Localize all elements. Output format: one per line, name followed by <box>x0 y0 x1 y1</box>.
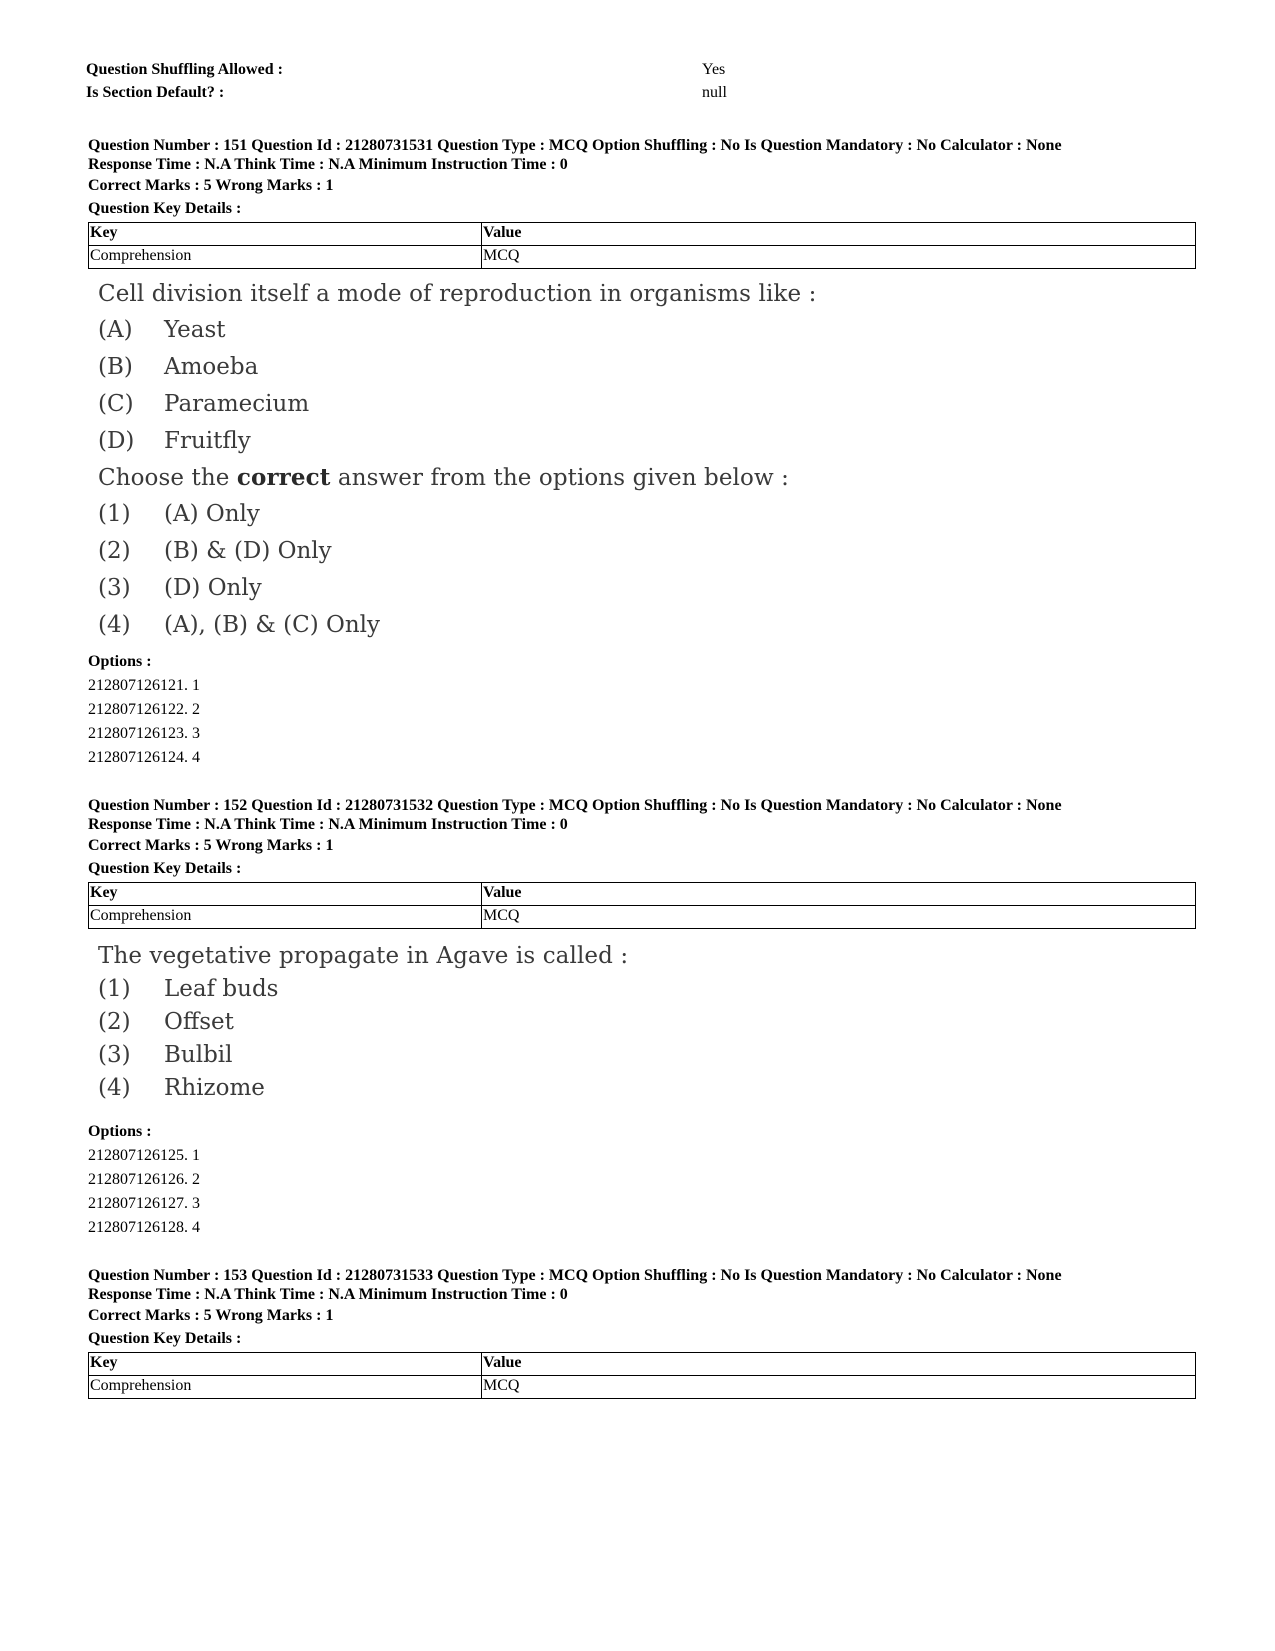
question-stem: The vegetative propagate in Agave is called : <box>98 943 629 969</box>
question-header: Question Number : 153 Question Id : 21280731533 Question Type : MCQ Option Shuffling : No Is Question Mandatory : No Calculator : None <box>88 1267 1062 1284</box>
choice-label: (4) <box>98 612 131 638</box>
statement-text: Amoeba <box>164 354 259 380</box>
choose-pre-text: Choose the <box>98 465 237 491</box>
statement-text: Paramecium <box>164 391 310 417</box>
key-header-cell: Key <box>89 883 482 906</box>
question-timing: Response Time : N.A Think Time : N.A Minimum Instruction Time : 0 <box>88 1286 568 1303</box>
table-header-row <box>89 223 1196 246</box>
choice-text: Offset <box>164 1009 234 1035</box>
choose-instruction <box>98 460 816 496</box>
choice-item <box>98 1006 628 1039</box>
choice-label: (3) <box>98 1042 131 1068</box>
choice-item <box>98 973 628 1006</box>
value-header-cell: Value <box>482 223 1196 246</box>
table-row <box>89 906 1196 929</box>
question-key-details-label: Question Key Details : <box>88 1330 242 1347</box>
question-timing: Response Time : N.A Think Time : N.A Minimum Instruction Time : 0 <box>88 156 568 173</box>
question-key-table <box>88 1352 1196 1399</box>
table-header-row <box>89 883 1196 906</box>
option-item: 212807126128. 4 <box>88 1219 200 1236</box>
choice-item <box>98 533 816 570</box>
question-image-152 <box>98 940 628 1105</box>
choice-item <box>98 1072 628 1105</box>
choice-text: (A), (B) & (C) Only <box>164 612 380 638</box>
choice-label: (4) <box>98 1075 131 1101</box>
option-item: 212807126122. 2 <box>88 701 200 718</box>
question-header: Question Number : 151 Question Id : 21280731531 Question Type : MCQ Option Shuffling : No Is Question Mandatory : No Calculator : None <box>88 137 1062 154</box>
statement-item <box>98 349 816 386</box>
options-label: Options : <box>88 653 152 670</box>
key-header-cell: Key <box>89 223 482 246</box>
statement-item <box>98 423 816 460</box>
option-item: 212807126127. 3 <box>88 1195 200 1212</box>
key-cell: Comprehension <box>89 906 482 929</box>
question-block-151 <box>88 136 1198 269</box>
question-shuffling-value: Yes <box>702 61 726 78</box>
choice-item <box>98 570 816 607</box>
question-marks: Correct Marks : 5 Wrong Marks : 1 <box>88 1307 334 1324</box>
value-header-cell: Value <box>482 1353 1196 1376</box>
question-block-152 <box>88 796 1198 929</box>
choose-post-text: answer from the options given below : <box>330 465 790 491</box>
question-image-151 <box>98 276 816 644</box>
choice-item <box>98 607 816 644</box>
question-key-details-label: Question Key Details : <box>88 860 242 877</box>
statement-label: (B) <box>98 354 133 380</box>
value-cell: MCQ <box>482 1376 1196 1399</box>
choice-label: (2) <box>98 1009 131 1035</box>
choice-label: (1) <box>98 976 131 1002</box>
statement-label: (C) <box>98 391 134 417</box>
question-block-153 <box>88 1266 1198 1399</box>
value-header-cell: Value <box>482 883 1196 906</box>
question-timing: Response Time : N.A Think Time : N.A Minimum Instruction Time : 0 <box>88 816 568 833</box>
question-shuffling-label: Question Shuffling Allowed : <box>86 61 283 78</box>
options-list-152 <box>88 1120 1198 1240</box>
choice-label: (1) <box>98 501 131 527</box>
question-key-table <box>88 882 1196 929</box>
question-marks: Correct Marks : 5 Wrong Marks : 1 <box>88 837 334 854</box>
option-item: 212807126125. 1 <box>88 1147 200 1164</box>
choice-item <box>98 496 816 533</box>
choice-text: Bulbil <box>164 1042 233 1068</box>
statement-text: Fruitfly <box>164 428 251 454</box>
choice-item <box>98 1039 628 1072</box>
table-row <box>89 246 1196 269</box>
option-item: 212807126126. 2 <box>88 1171 200 1188</box>
option-item: 212807126124. 4 <box>88 749 200 766</box>
options-list-151 <box>88 650 1198 770</box>
option-item: 212807126123. 3 <box>88 725 200 742</box>
choice-label: (2) <box>98 538 131 564</box>
key-cell: Comprehension <box>89 246 482 269</box>
question-key-details-label: Question Key Details : <box>88 200 242 217</box>
choice-text: (D) Only <box>164 575 262 601</box>
question-header: Question Number : 152 Question Id : 21280731532 Question Type : MCQ Option Shuffling : No Is Question Mandatory : No Calculator : None <box>88 797 1062 814</box>
value-cell: MCQ <box>482 906 1196 929</box>
question-key-table <box>88 222 1196 269</box>
choice-text: Leaf buds <box>164 976 279 1002</box>
statement-item <box>98 312 816 349</box>
question-stem: Cell division itself a mode of reproduction in organisms like : <box>98 281 817 307</box>
key-header-cell: Key <box>89 1353 482 1376</box>
choose-bold-text: correct <box>236 464 331 491</box>
choice-text: (A) Only <box>164 501 260 527</box>
choice-label: (3) <box>98 575 131 601</box>
value-cell: MCQ <box>482 246 1196 269</box>
statement-text: Yeast <box>164 317 226 343</box>
statement-label: (D) <box>98 428 135 454</box>
options-label: Options : <box>88 1123 152 1140</box>
table-header-row <box>89 1353 1196 1376</box>
statement-item <box>98 386 816 423</box>
table-row <box>89 1376 1196 1399</box>
choice-text: (B) & (D) Only <box>164 538 332 564</box>
choice-text: Rhizome <box>164 1075 265 1101</box>
key-cell: Comprehension <box>89 1376 482 1399</box>
section-default-value: null <box>702 84 727 101</box>
question-marks: Correct Marks : 5 Wrong Marks : 1 <box>88 177 334 194</box>
option-item: 212807126121. 1 <box>88 677 200 694</box>
section-default-label: Is Section Default? : <box>86 84 225 101</box>
statement-label: (A) <box>98 317 133 343</box>
